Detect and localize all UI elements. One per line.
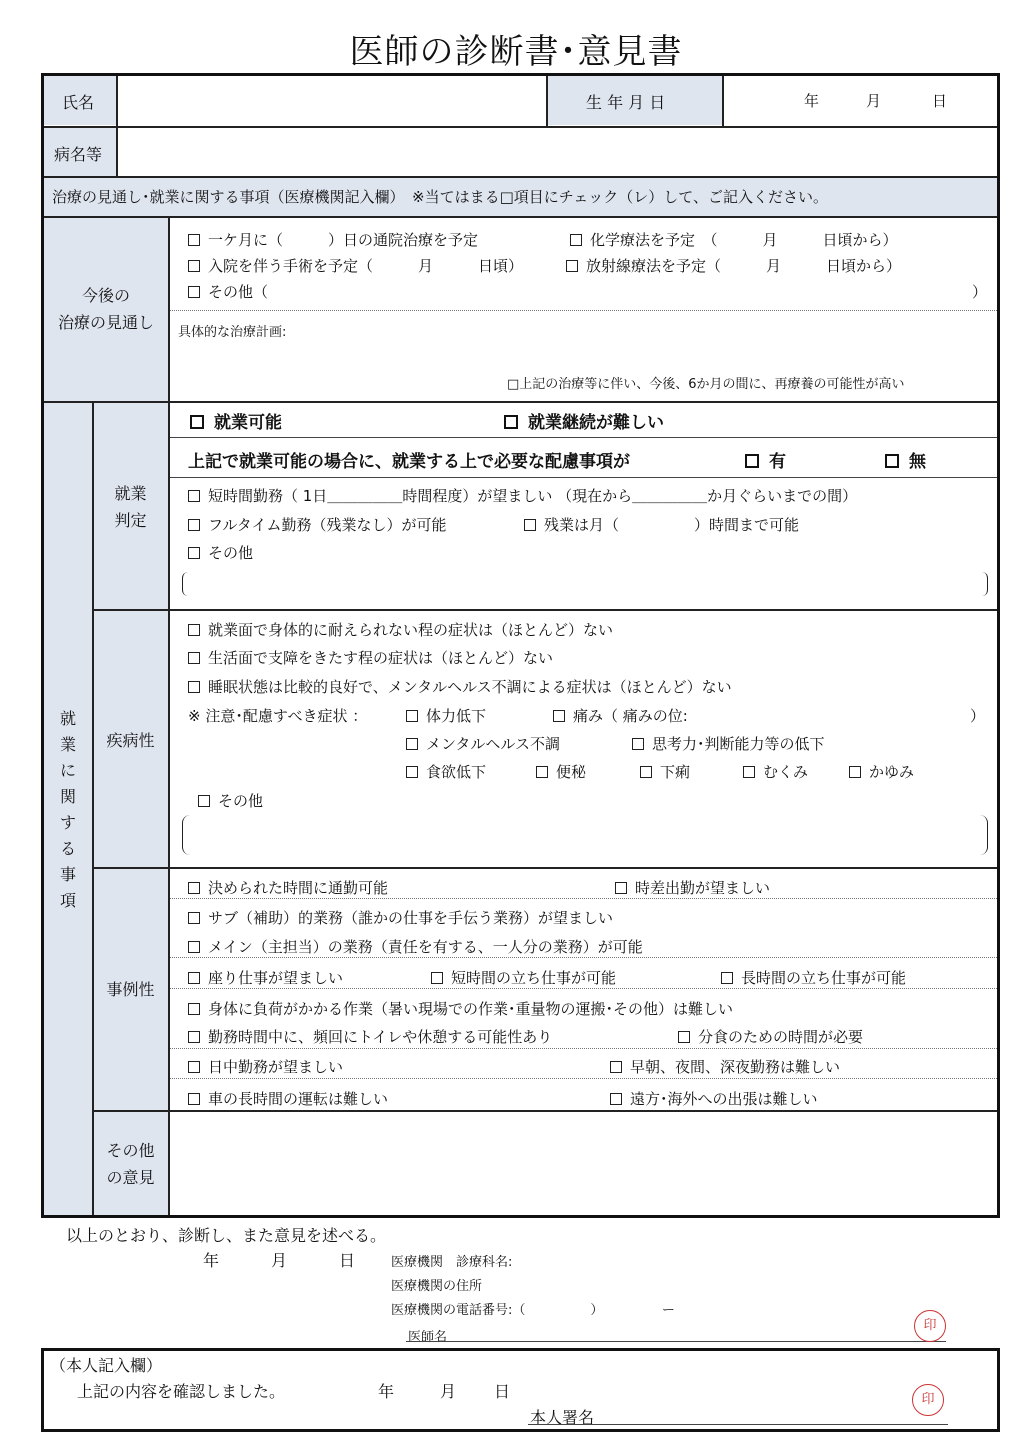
footer-year: 年	[203, 1251, 220, 1270]
outlook-option-chemo[interactable]: 化学療法を予定 （ 月 日頃から）	[570, 229, 898, 250]
checkbox-icon[interactable]	[188, 260, 200, 272]
symptom-sleep-checkbox[interactable]: 睡眠状態は比較的良好で、メンタルヘルス不調による症状は（ほとんど）ない	[188, 676, 732, 697]
symptom-mental-checkbox[interactable]: メンタルヘルス不調	[406, 733, 560, 754]
self-entry-title: （本人記入欄）	[50, 1356, 163, 1375]
case-physical-load-checkbox[interactable]: 身体に負荷がかかる作業（暑い現場での作業･重量物の運搬･その他）は難しい	[188, 998, 733, 1019]
checkbox-icon[interactable]	[610, 1093, 622, 1105]
checkbox-icon[interactable]	[188, 652, 200, 664]
self-confirm-text: 上記の内容を確認しました。	[77, 1382, 286, 1401]
illness-label: 疾病性	[106, 731, 155, 750]
checkbox-icon[interactable]	[610, 1061, 622, 1073]
fulltime-checkbox[interactable]: フルタイム勤務（残業なし）が可能	[188, 514, 447, 535]
checkbox-icon[interactable]	[524, 519, 536, 531]
checkbox-icon[interactable]	[188, 912, 200, 924]
disease-label: 病名等	[54, 145, 103, 164]
checkbox-icon[interactable]	[188, 624, 200, 636]
symptom-strength-checkbox[interactable]: 体力低下	[406, 705, 486, 726]
self-sign-field[interactable]	[610, 1400, 900, 1424]
short-hours-checkbox[interactable]: 短時間勤務（ 1日＿＿＿＿＿時間程度）が望ましい （現在から＿＿＿＿＿か月ぐらいまでの間）	[188, 485, 857, 506]
checkbox-icon[interactable]	[743, 766, 755, 778]
checkbox-icon[interactable]	[885, 454, 899, 468]
institution-dept-label: 医療機関 診療科名:	[391, 1255, 513, 1270]
case-main-work-checkbox[interactable]: メイン（主担当）の業務（責任を有する、一人分の業務）が可能	[188, 936, 643, 957]
outlook-option-other[interactable]: その他（	[188, 281, 268, 302]
outlook-label-line2: 治療の見通し	[57, 313, 154, 332]
case-daytime-checkbox[interactable]: 日中勤務が望ましい	[188, 1056, 343, 1077]
case-sub-work-checkbox[interactable]: サブ（補助）的業務（誰かの仕事を手伝う業務）が望ましい	[188, 907, 613, 928]
checkbox-icon[interactable]	[188, 941, 200, 953]
institution-phone-label: 医療機関の電話番号:（ ） ー	[391, 1303, 675, 1318]
outlook-option-outpatient[interactable]: 一ケ月に（ ）日の通院治療を予定	[188, 229, 478, 250]
outlook-option-radiation[interactable]: 放射線療法を予定（ 月 日頃から）	[566, 255, 901, 276]
doctor-name-line	[406, 1341, 946, 1342]
checkbox-icon[interactable]	[553, 710, 565, 722]
checkbox-icon[interactable]	[188, 1031, 200, 1043]
case-long-standing-checkbox[interactable]: 長時間の立ち仕事が可能	[721, 967, 906, 988]
checkbox-icon[interactable]	[431, 972, 443, 984]
doctor-seal-icon: 印	[914, 1310, 946, 1342]
case-sitting-checkbox[interactable]: 座り仕事が望ましい	[188, 967, 343, 988]
outlook-label	[44, 282, 168, 336]
name-label: 氏名	[62, 93, 95, 112]
case-toilet-break-checkbox[interactable]: 勤務時間中に、頻回にトイレや休憩する可能性あり	[188, 1026, 552, 1047]
symptom-diarrhea-checkbox[interactable]: 下痢	[640, 761, 690, 782]
cases-label: 事例性	[106, 980, 155, 999]
symptom-appetite-checkbox[interactable]: 食欲低下	[406, 761, 486, 782]
doctor-name-label: 医師名	[408, 1330, 448, 1345]
checkbox-icon[interactable]	[678, 1031, 690, 1043]
checkbox-icon[interactable]	[188, 490, 200, 502]
checkbox-icon[interactable]	[406, 710, 418, 722]
birth-date-label: 生 年 月 日	[586, 93, 666, 112]
self-month: 月	[440, 1382, 457, 1401]
recurrence-checkbox[interactable]: □上記の治療等に伴い、今後、6か月の間に、再療養の可能性が高い	[507, 377, 905, 392]
birth-year-label: 年	[804, 92, 820, 110]
checkbox-icon[interactable]	[188, 1093, 200, 1105]
self-year: 年	[378, 1382, 395, 1401]
other-opinion-field[interactable]	[171, 1113, 996, 1213]
pain-close-paren: ）	[970, 707, 986, 725]
other-opinion-label: その他 の意見	[106, 1141, 155, 1187]
employment-section-label: 就業に関する事項	[59, 709, 76, 910]
checkbox-icon[interactable]	[198, 795, 210, 807]
checkbox-icon[interactable]	[188, 1003, 200, 1015]
section-header: 治療の見通し･就業に関する事項（医療機関記入欄） ※当てはまる□項目にチェック（レ）して、ご記入ください。	[52, 188, 828, 206]
symptom-swelling-checkbox[interactable]: むくみ	[743, 761, 808, 782]
checkbox-icon[interactable]	[188, 681, 200, 693]
checkbox-icon[interactable]	[188, 882, 200, 894]
institution-address-label: 医療機関の住所	[391, 1279, 483, 1294]
overtime-checkbox[interactable]: 残業は月（ ）時間まで可能	[524, 514, 799, 535]
self-sign-label: 本人署名	[530, 1408, 595, 1427]
checkbox-icon[interactable]	[406, 738, 418, 750]
checkbox-icon[interactable]	[188, 547, 200, 559]
checkbox-icon[interactable]	[188, 1061, 200, 1073]
outlook-option-surgery[interactable]: 入院を伴う手術を予定（ 月 日頃）	[188, 255, 523, 276]
checkbox-icon[interactable]	[536, 766, 548, 778]
outlook-label-line1: 今後の	[81, 286, 130, 305]
symptom-other-field[interactable]	[182, 815, 988, 855]
checkbox-icon[interactable]	[849, 766, 861, 778]
work-difficult-checkbox[interactable]: 就業継続が難しい	[504, 408, 664, 433]
caution-symptoms-label: ※ 注意･配慮すべき症状 ：	[188, 707, 368, 725]
judgement-label: 就業 判定	[114, 484, 147, 530]
checkbox-icon[interactable]	[721, 972, 733, 984]
judgement-other-field[interactable]	[182, 572, 988, 596]
judgement-other-checkbox[interactable]: その他	[188, 542, 253, 563]
consideration-question: 上記で就業可能の場合に、就業する上で必要な配慮事項が	[188, 452, 630, 472]
consideration-no-checkbox[interactable]: 無	[885, 447, 926, 472]
symptom-other-checkbox[interactable]: その他	[198, 790, 263, 811]
checkbox-icon[interactable]	[745, 454, 759, 468]
birth-month-label: 月	[866, 92, 882, 110]
statement-text: 以上のとおり、診断し、また意見を述べる。	[66, 1226, 387, 1245]
checkbox-icon[interactable]	[504, 415, 518, 429]
case-driving-checkbox[interactable]: 車の長時間の運転は難しい	[188, 1088, 388, 1109]
case-night-checkbox[interactable]: 早朝、夜間、深夜勤務は難しい	[610, 1056, 840, 1077]
case-split-meal-checkbox[interactable]: 分食のための時間が必要	[678, 1026, 863, 1047]
checkbox-icon[interactable]	[190, 415, 204, 429]
checkbox-icon[interactable]	[632, 738, 644, 750]
page-title: 医師の診断書･意見書	[349, 32, 683, 72]
outlook-other-close: ）	[972, 283, 988, 301]
symptom-physical-checkbox[interactable]: 就業面で身体的に耐えられない程の症状は（ほとんど）ない	[188, 619, 613, 640]
footer-month: 月	[271, 1251, 288, 1270]
checkbox-icon[interactable]	[615, 882, 627, 894]
symptom-thinking-checkbox[interactable]: 思考力･判断能力等の低下	[632, 733, 825, 754]
self-seal-icon: 印	[912, 1384, 944, 1416]
self-sign-line	[528, 1424, 948, 1425]
birth-day-label: 日	[932, 92, 948, 110]
symptom-constipation-checkbox[interactable]: 便秘	[536, 761, 586, 782]
checkbox-icon[interactable]	[188, 286, 200, 298]
symptom-itch-checkbox[interactable]: かゆみ	[849, 761, 914, 782]
case-travel-checkbox[interactable]: 遠方･海外への出張は難しい	[610, 1088, 818, 1109]
symptom-pain-checkbox[interactable]: 痛み（ 痛みの位:	[553, 705, 688, 726]
consideration-yes-checkbox[interactable]: 有	[745, 447, 786, 472]
name-field[interactable]	[120, 78, 544, 124]
case-staggered-checkbox[interactable]: 時差出勤が望ましい	[615, 877, 770, 898]
case-short-standing-checkbox[interactable]: 短時間の立ち仕事が可能	[431, 967, 616, 988]
checkbox-icon[interactable]	[188, 519, 200, 531]
footer-day: 日	[339, 1251, 356, 1270]
self-day: 日	[494, 1382, 511, 1401]
treatment-plan-label: 具体的な治療計画:	[178, 325, 287, 340]
symptom-daily-life-checkbox[interactable]: 生活面で支障をきたす程の症状は（ほとんど）ない	[188, 647, 553, 668]
checkbox-icon[interactable]	[188, 234, 200, 246]
checkbox-icon[interactable]	[566, 260, 578, 272]
work-possible-checkbox[interactable]: 就業可能	[190, 408, 282, 433]
checkbox-icon[interactable]	[570, 234, 582, 246]
checkbox-icon[interactable]	[188, 972, 200, 984]
case-commute-checkbox[interactable]: 決められた時間に通勤可能	[188, 877, 388, 898]
disease-field[interactable]	[120, 129, 995, 175]
checkbox-icon[interactable]	[406, 766, 418, 778]
checkbox-icon[interactable]	[640, 766, 652, 778]
